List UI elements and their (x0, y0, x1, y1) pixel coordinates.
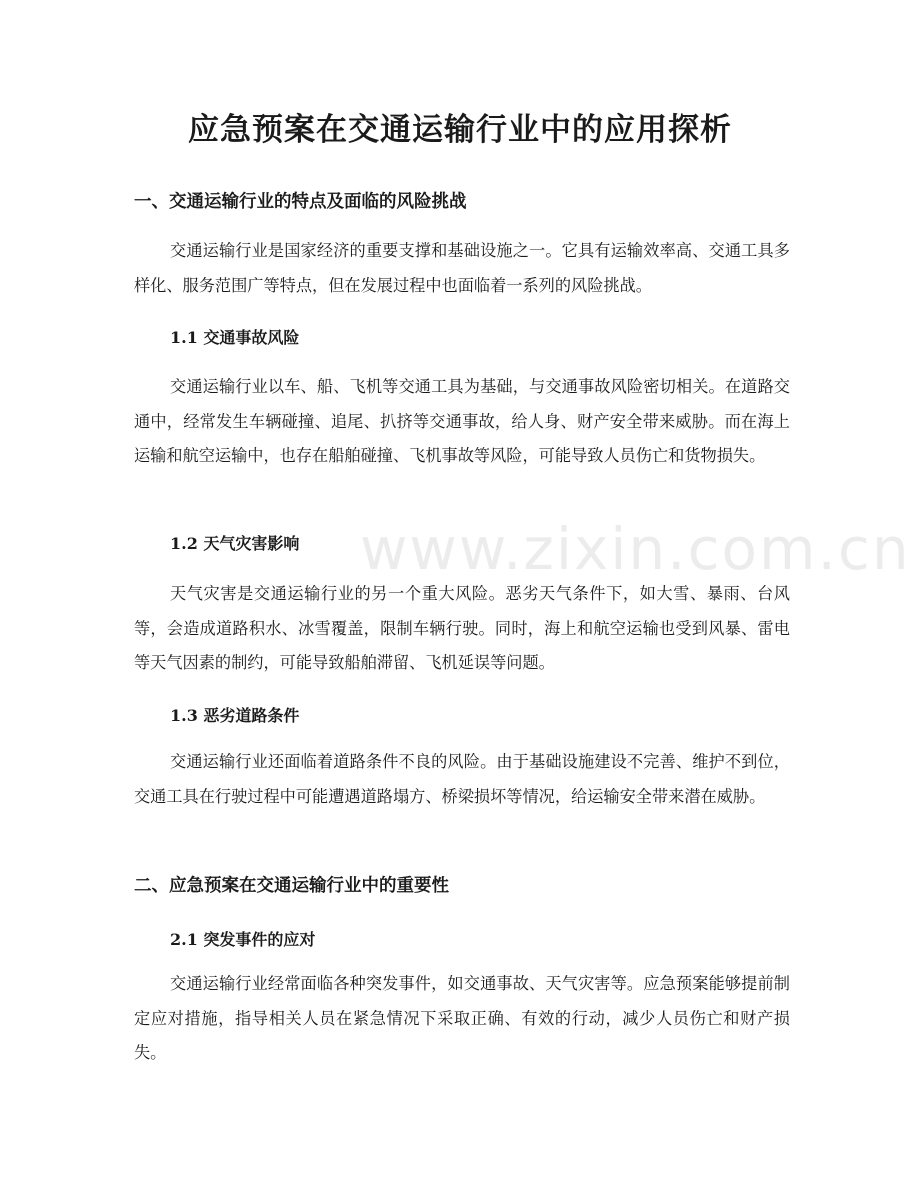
subsection-1-1-paragraph: 交通运输行业以车、船、飞机等交通工具为基础，与交通事故风险密切相关。在道路交通中，经常发生车辆碰撞、追尾、扒挤等交通事故，给人身、财产安全带来威胁。而在海上运输和航空运输中，也存在船舶碰撞、飞机事故等风险，可能导致人员伤亡和货物损失。 (134, 377, 790, 465)
subsection-1-3-paragraph: 交通运输行业还面临着道路条件不良的风险。由于基础设施建设不完善、维护不到位，交通工具在行驶过程中可能遭遇道路塌方、桥梁损坏等情况，给运输安全带来潜在威胁。 (134, 752, 790, 806)
subsection-1-2-paragraph: 天气灾害是交通运输行业的另一个重大风险。恶劣天气条件下，如大雪、暴雨、台风等，会造成道路积水、冰雪覆盖，限制车辆行驶。同时，海上和航空运输也受到风暴、雷电等天气因素的制约，可能导致船舶滞留、飞机延误等问题。 (134, 584, 790, 672)
subsection-heading-2-1: 2.1 突发事件的应对 (170, 930, 316, 949)
subsection-2-1-paragraph: 交通运输行业经常面临各种突发事件，如交通事故、天气灾害等。应急预案能够提前制定应对措施，指导相关人员在紧急情况下采取正确、有效的行动，减少人员伤亡和财产损失。 (134, 974, 790, 1062)
section-heading-1: 一、交通运输行业的特点及面临的风险挑战 (134, 192, 467, 212)
section-1-intro-paragraph: 交通运输行业是国家经济的重要支撑和基础设施之一。它具有运输效率高、交通工具多样化、服务范围广等特点，但在发展过程中也面临着一系列的风险挑战。 (134, 241, 790, 295)
subsection-heading-1-1: 1.1 交通事故风险 (170, 328, 300, 347)
subsection-heading-1-3: 1.3 恶劣道路条件 (170, 706, 300, 725)
section-heading-2: 二、应急预案在交通运输行业中的重要性 (134, 876, 449, 896)
subsection-heading-1-2: 1.2 天气灾害影响 (170, 534, 300, 553)
watermark: www.zixin.com.cn (360, 515, 911, 583)
document-title: 应急预案在交通运输行业中的应用探析 (188, 112, 732, 148)
